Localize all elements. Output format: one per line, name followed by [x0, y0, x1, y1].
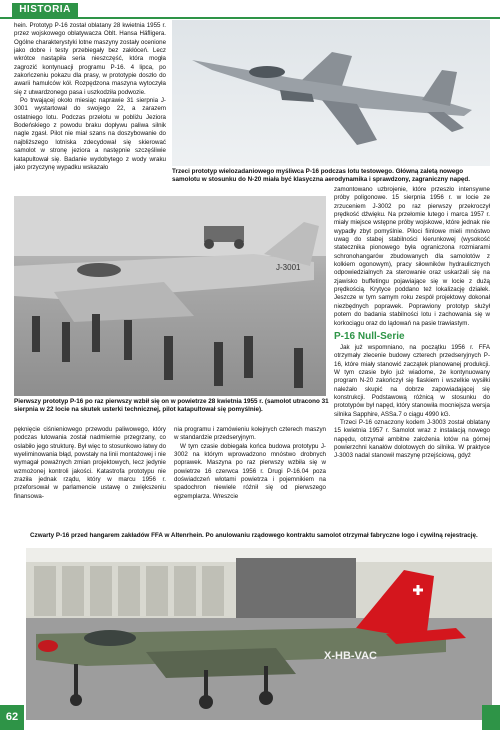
paragraph: Po trwającej około miesiąc naprawie 31 sierpnia J-3001 wystartował do swojego 22, a zarazem ostatniego lotu. Podczas przelotu w pobliżu Jeziora Bodeńskiego z powodu braku dopływu paliwa silnik nagle zgasł. Pilot nie miał szans na doszybowanie do najbliższego lotniska zdecydował się skierować samolot w stronę jeziora a następnie szczęśliwie katapultował się. Badanie wydobytego z wody wraku jako przyczynę wypadku wskazało	[14, 97, 166, 171]
section-heading: P-16 Null-Serie	[334, 330, 405, 342]
caption-middle-photo: Pierwszy prototyp P-16 po raz pierwszy wzbił się on w powietrze 28 kwietnia 1955 r. (samolot utracono 31 sierpnia w 22 locie na skutek usterki technicznej, pilot katapultował się pomyślnie).	[14, 398, 329, 413]
photo-first-prototype-ground	[14, 196, 326, 396]
article-text-col2-bottom	[174, 426, 326, 528]
article-text-col3	[334, 186, 490, 528]
article-text-col1-bottom	[14, 426, 166, 528]
photo-p16-in-flight	[172, 20, 490, 166]
paragraph: Trzeci P-16 oznaczony kodem J-3003 został oblatany 15 kwietnia 1957 r. Samolot wraz z instalacją nowego napędu, otrzymał ambitne założenia lotów na górnej powierzchni kanałów dolotowych do silnika. W praktyce J-3003 nadal stanowił maszynę przejściową, gdyż	[334, 418, 490, 460]
photo-p16-hangar	[26, 548, 492, 720]
registration-label: X-HB-VAC	[324, 650, 377, 662]
section-tag: HISTORIA	[12, 3, 78, 17]
paragraph: nia programu i zamówieniu kolejnych czterech maszyn w standardzie przedseryjnym.	[174, 426, 326, 442]
hangar-aircraft-illustration	[26, 548, 492, 720]
paragraph: pęknięcie ciśnieniowego przewodu paliwowego, który podczas lutowania został nadmiernie przegrzany, co oslabiło jego strukturę. Był więc to stosunkowo łatwy do wyeliminowania błąd, powstały na linii montażowej i nie wymagał poważnych zmian projektowych, lecz jedynie wzmożonej kontroli jakości. Katastrofa prototypu nie zraziła jednak rządu, który w marcu 1956 r. przeforsował w parlamencie ustawę o zwiększeniu finansowa-	[14, 426, 166, 500]
page-number: 62	[0, 705, 24, 730]
prototype-code-label: J-3001	[276, 263, 301, 272]
paragraph: W tym czasie dobiegała końca budowa prototypu J-3002 na którym wprowadzono mnóstwo drobnych poprawek. Maszyna po raz pierwszy wzbiła się w powietrze 16 czerwca 1956 r. Drugi P-16.04 poza doświadczeń włotami powietrza i pojemnikiem na spadochron niewiele różnił się od pierwszego egzemplarza. Wreszcie	[174, 442, 326, 500]
paragraph: zamontowano uzbrojenie, które przeszło intensywne próby poligonowe. 15 sierpnia 1956 r. w locie ze zrzuceniem J-3002 po raz pierwszy przekroczył prędkość dźwięku. Na przełomie lutego i marca 1957 r. miały miejsce wstępne próby wojskowe, które jednak nie wypadły zbyt pomyślnie. Piloci fiinlowe mieli mnóstwo uwag do stabej stabilności kierunkowej (wysokość statecznika pionowego była ograniczona rozmiarami schronohangarów zbudowanych dla samolotów z kolkiem ogonowym), pracy siłowników hydraulicznych odpowiedzialnych za sterowanie oraz uskarżali się na zjawisko buffetingu pojawiające się w locie z dużą prędkością. Krytyce poddano też lokalizację działek. Jeszcze w tym samym roku zespół projektowy dokonał niezbędnych poprawek. Poprawiony prototyp służył potem do badania stabilności lotu i zachowania się w korkociągu oraz do lądowań na pasie trawiastym.	[334, 186, 490, 327]
prototype-illustration	[14, 196, 326, 396]
page-edge-bar	[482, 705, 500, 730]
caption-top-photo: Trzeci prototyp wielozadaniowego myśliwca P-16 podczas lotu testowego. Główną zaletą nowego samolotu w stosunku do N-20 miała być klasyczna aerodynamika i sprawdzony, zagraniczny napęd.	[172, 168, 471, 183]
aircraft-illustration	[172, 20, 490, 166]
paragraph: hein. Prototyp P-16 został oblatany 28 kwietnia 1955 r. przez wojskowego oblatywacza Oblt. Hansa Häfligera. Ogólne charakterystyki lotne maszyny zostały ocenione jako dobre i testy przebiegały bez zakłóceń. Lecz wkrótce nastąpiła seria nieszczęść, która mogła zagrozić kontynuacji programu P-16. 4 lipca, po zakończeniu pokazu dla prasy, w prototypie doszło do awarii hamulców kół. Rozpędzona maszyna wytoczyła się z utwardzonego pasa i uszkodziła podwozie.	[14, 22, 166, 96]
caption-bottom-photo: Czwarty P-16 przed hangarem zakładów FFA w Altenrhein. Po anulowaniu rządowego kontraktu samolot otrzymał fabryczne logo i cywilną rejestrację.	[30, 532, 478, 539]
paragraph: Jak już wspomniano, na początku 1956 r. FFA otrzymały zlecenie budowy czterech przedseryjnych P-16, które miały stanowić zaczątek planowanej produkcji. W tym czasie było już wiadome, że kontynuowany program N-20 zakończył się fiaskiem i wszelkie wysiłki należało skupić na dobrze zapowiadającej się konstrukcji. Podstawową różnicą w stosunku do prototypów był napęd, który stanowiła mocniejsza wersja silnika Sapphire, ASSa.7 o ciągu 4990 kG.	[334, 343, 490, 418]
header-rule	[0, 17, 500, 19]
article-text-col1-top	[14, 22, 166, 190]
